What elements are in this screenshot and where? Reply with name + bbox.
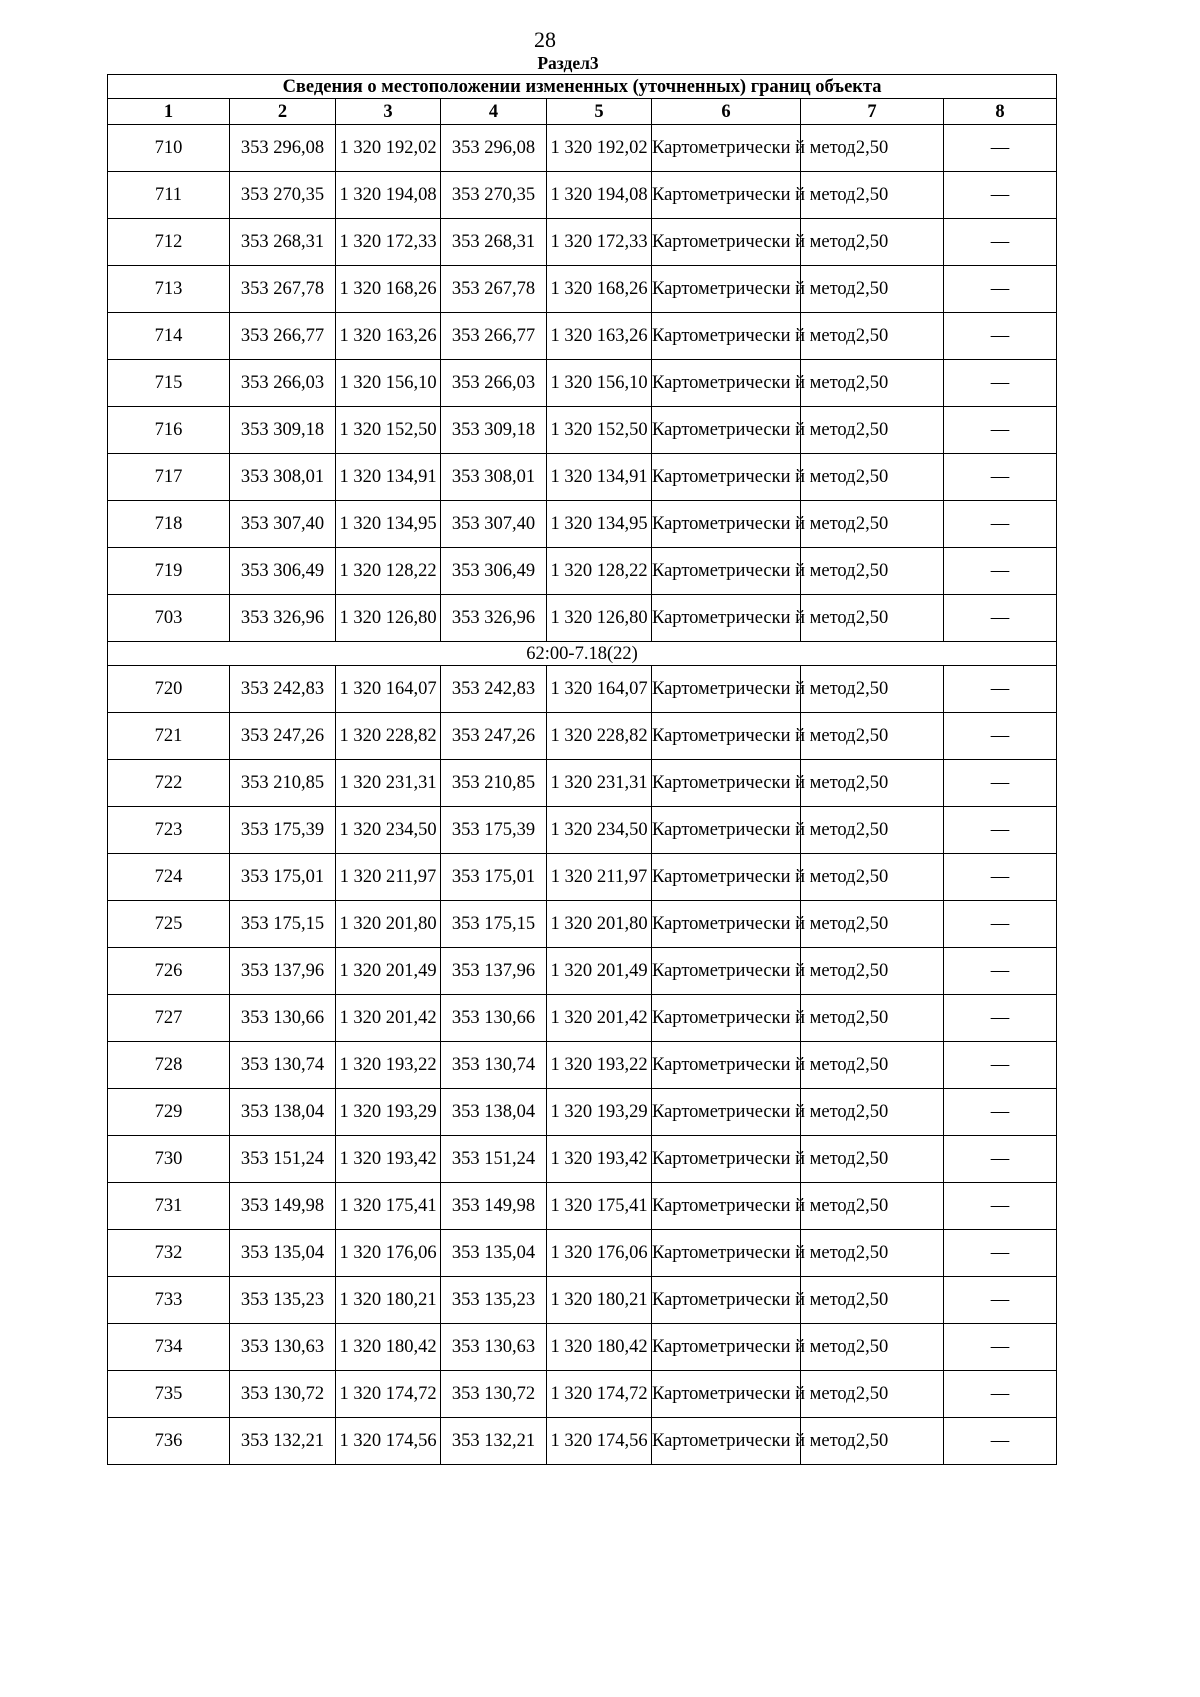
accuracy-cell: 2,50 (801, 1324, 944, 1371)
description-cell: — (944, 454, 1057, 501)
table-row (108, 266, 1057, 313)
point-number-cell: 732 (108, 1230, 230, 1277)
y-coordinate-cell: 1 320 174,56 (336, 1418, 441, 1465)
description-cell: — (944, 313, 1057, 360)
x-coordinate-cell: 353 138,04 (230, 1089, 336, 1136)
table-row (108, 948, 1057, 995)
y-coordinate-cell: 1 320 228,82 (336, 713, 441, 760)
table-title-row (108, 75, 1057, 99)
x-coordinate-cell: 353 132,21 (230, 1418, 336, 1465)
new-y-coordinate-cell: 1 320 163,26 (547, 313, 652, 360)
accuracy-cell: 2,50 (801, 172, 944, 219)
point-number-cell: 724 (108, 854, 230, 901)
new-y-coordinate-cell: 1 320 201,80 (547, 901, 652, 948)
new-y-coordinate-cell: 1 320 152,50 (547, 407, 652, 454)
new-y-coordinate-cell: 1 320 192,02 (547, 125, 652, 172)
table-row (108, 1277, 1057, 1324)
method-cell: Картометрически й метод (652, 1324, 801, 1371)
accuracy-cell: 2,50 (801, 219, 944, 266)
table-row (108, 760, 1057, 807)
accuracy-cell: 2,50 (801, 666, 944, 713)
x-coordinate-cell: 353 326,96 (230, 595, 336, 642)
point-number-cell: 703 (108, 595, 230, 642)
y-coordinate-cell: 1 320 231,31 (336, 760, 441, 807)
method-cell: Картометрически й метод (652, 595, 801, 642)
accuracy-cell: 2,50 (801, 360, 944, 407)
table-row (108, 1183, 1057, 1230)
y-coordinate-cell: 1 320 192,02 (336, 125, 441, 172)
point-number-cell: 725 (108, 901, 230, 948)
method-cell: Картометрически й метод (652, 407, 801, 454)
new-x-coordinate-cell: 353 296,08 (441, 125, 547, 172)
point-number-cell: 729 (108, 1089, 230, 1136)
new-y-coordinate-cell: 1 320 156,10 (547, 360, 652, 407)
method-cell: Картометрически й метод (652, 454, 801, 501)
point-number-cell: 720 (108, 666, 230, 713)
method-cell: Картометрически й метод (652, 1277, 801, 1324)
x-coordinate-cell: 353 130,72 (230, 1371, 336, 1418)
method-cell: Картометрически й метод (652, 1371, 801, 1418)
x-coordinate-cell: 353 137,96 (230, 948, 336, 995)
method-cell: Картометрически й метод (652, 854, 801, 901)
x-coordinate-cell: 353 242,83 (230, 666, 336, 713)
y-coordinate-cell: 1 320 134,95 (336, 501, 441, 548)
point-number-cell: 717 (108, 454, 230, 501)
y-coordinate-cell: 1 320 193,42 (336, 1136, 441, 1183)
method-cell: Картометрически й метод (652, 501, 801, 548)
method-cell: Картометрически й метод (652, 548, 801, 595)
accuracy-cell: 2,50 (801, 407, 944, 454)
point-number-cell: 712 (108, 219, 230, 266)
new-x-coordinate-cell: 353 130,63 (441, 1324, 547, 1371)
new-x-coordinate-cell: 353 270,35 (441, 172, 547, 219)
x-coordinate-cell: 353 130,66 (230, 995, 336, 1042)
description-cell: — (944, 125, 1057, 172)
table-row (108, 125, 1057, 172)
x-coordinate-cell: 353 267,78 (230, 266, 336, 313)
description-cell: — (944, 760, 1057, 807)
new-x-coordinate-cell: 353 135,04 (441, 1230, 547, 1277)
new-y-coordinate-cell: 1 320 176,06 (547, 1230, 652, 1277)
column-number-4: 4 (441, 99, 547, 125)
accuracy-cell: 2,50 (801, 1371, 944, 1418)
x-coordinate-cell: 353 308,01 (230, 454, 336, 501)
description-cell: — (944, 1230, 1057, 1277)
column-number-3: 3 (336, 99, 441, 125)
method-cell: Картометрически й метод (652, 172, 801, 219)
table-row (108, 713, 1057, 760)
table-row (108, 1136, 1057, 1183)
x-coordinate-cell: 353 135,04 (230, 1230, 336, 1277)
new-x-coordinate-cell: 353 210,85 (441, 760, 547, 807)
point-number-cell: 710 (108, 125, 230, 172)
table-row (108, 454, 1057, 501)
description-cell: — (944, 1136, 1057, 1183)
new-y-coordinate-cell: 1 320 193,42 (547, 1136, 652, 1183)
point-number-cell: 714 (108, 313, 230, 360)
point-number-cell: 715 (108, 360, 230, 407)
new-y-coordinate-cell: 1 320 201,42 (547, 995, 652, 1042)
point-number-cell: 727 (108, 995, 230, 1042)
accuracy-cell: 2,50 (801, 501, 944, 548)
column-number-row (108, 99, 1057, 125)
accuracy-cell: 2,50 (801, 595, 944, 642)
new-y-coordinate-cell: 1 320 180,21 (547, 1277, 652, 1324)
new-x-coordinate-cell: 353 135,23 (441, 1277, 547, 1324)
table-row (108, 407, 1057, 454)
point-number-cell: 716 (108, 407, 230, 454)
y-coordinate-cell: 1 320 164,07 (336, 666, 441, 713)
new-x-coordinate-cell: 353 308,01 (441, 454, 547, 501)
column-number-8: 8 (944, 99, 1057, 125)
point-number-cell: 721 (108, 713, 230, 760)
new-y-coordinate-cell: 1 320 174,72 (547, 1371, 652, 1418)
point-number-cell: 731 (108, 1183, 230, 1230)
new-x-coordinate-cell: 353 247,26 (441, 713, 547, 760)
x-coordinate-cell: 353 135,23 (230, 1277, 336, 1324)
y-coordinate-cell: 1 320 134,91 (336, 454, 441, 501)
table-row (108, 854, 1057, 901)
y-coordinate-cell: 1 320 128,22 (336, 548, 441, 595)
table-row (108, 807, 1057, 854)
description-cell: — (944, 219, 1057, 266)
accuracy-cell: 2,50 (801, 125, 944, 172)
new-y-coordinate-cell: 1 320 172,33 (547, 219, 652, 266)
y-coordinate-cell: 1 320 234,50 (336, 807, 441, 854)
description-cell: — (944, 548, 1057, 595)
new-y-coordinate-cell: 1 320 174,56 (547, 1418, 652, 1465)
x-coordinate-cell: 353 309,18 (230, 407, 336, 454)
section-label: 62:00-7.18(22) (108, 642, 1057, 666)
table-row (108, 995, 1057, 1042)
new-x-coordinate-cell: 353 309,18 (441, 407, 547, 454)
table-row (108, 1371, 1057, 1418)
new-y-coordinate-cell: 1 320 193,22 (547, 1042, 652, 1089)
point-number-cell: 735 (108, 1371, 230, 1418)
x-coordinate-cell: 353 175,15 (230, 901, 336, 948)
description-cell: — (944, 948, 1057, 995)
new-x-coordinate-cell: 353 132,21 (441, 1418, 547, 1465)
description-cell: — (944, 807, 1057, 854)
method-cell: Картометрически й метод (652, 901, 801, 948)
boundary-coordinates-table (107, 74, 1057, 1465)
description-cell: — (944, 854, 1057, 901)
description-cell: — (944, 360, 1057, 407)
x-coordinate-cell: 353 270,35 (230, 172, 336, 219)
method-cell: Картометрически й метод (652, 1230, 801, 1277)
accuracy-cell: 2,50 (801, 995, 944, 1042)
table-row (108, 548, 1057, 595)
description-cell: — (944, 1042, 1057, 1089)
new-y-coordinate-cell: 1 320 231,31 (547, 760, 652, 807)
x-coordinate-cell: 353 175,01 (230, 854, 336, 901)
table-row (108, 1324, 1057, 1371)
new-x-coordinate-cell: 353 137,96 (441, 948, 547, 995)
point-number-cell: 734 (108, 1324, 230, 1371)
accuracy-cell: 2,50 (801, 1277, 944, 1324)
point-number-cell: 733 (108, 1277, 230, 1324)
x-coordinate-cell: 353 175,39 (230, 807, 336, 854)
new-y-coordinate-cell: 1 320 175,41 (547, 1183, 652, 1230)
table-row (108, 501, 1057, 548)
description-cell: — (944, 901, 1057, 948)
point-number-cell: 722 (108, 760, 230, 807)
page-number: 28 (534, 27, 556, 52)
new-y-coordinate-cell: 1 320 193,29 (547, 1089, 652, 1136)
table-row (108, 360, 1057, 407)
accuracy-cell: 2,50 (801, 1418, 944, 1465)
y-coordinate-cell: 1 320 193,29 (336, 1089, 441, 1136)
new-y-coordinate-cell: 1 320 134,95 (547, 501, 652, 548)
x-coordinate-cell: 353 130,63 (230, 1324, 336, 1371)
description-cell: — (944, 666, 1057, 713)
table-row (108, 901, 1057, 948)
accuracy-cell: 2,50 (801, 1183, 944, 1230)
x-coordinate-cell: 353 130,74 (230, 1042, 336, 1089)
x-coordinate-cell: 353 210,85 (230, 760, 336, 807)
new-y-coordinate-cell: 1 320 211,97 (547, 854, 652, 901)
x-coordinate-cell: 353 266,77 (230, 313, 336, 360)
x-coordinate-cell: 353 307,40 (230, 501, 336, 548)
point-number-cell: 713 (108, 266, 230, 313)
table-row (108, 1230, 1057, 1277)
table-row (108, 595, 1057, 642)
new-x-coordinate-cell: 353 326,96 (441, 595, 547, 642)
new-x-coordinate-cell: 353 130,66 (441, 995, 547, 1042)
method-cell: Картометрически й метод (652, 760, 801, 807)
method-cell: Картометрически й метод (652, 360, 801, 407)
new-y-coordinate-cell: 1 320 180,42 (547, 1324, 652, 1371)
new-x-coordinate-cell: 353 306,49 (441, 548, 547, 595)
new-x-coordinate-cell: 353 138,04 (441, 1089, 547, 1136)
accuracy-cell: 2,50 (801, 948, 944, 995)
section-heading: Раздел3 (537, 53, 599, 73)
new-y-coordinate-cell: 1 320 228,82 (547, 713, 652, 760)
description-cell: — (944, 713, 1057, 760)
new-x-coordinate-cell: 353 175,15 (441, 901, 547, 948)
table-row (108, 172, 1057, 219)
y-coordinate-cell: 1 320 194,08 (336, 172, 441, 219)
y-coordinate-cell: 1 320 174,72 (336, 1371, 441, 1418)
y-coordinate-cell: 1 320 126,80 (336, 595, 441, 642)
point-number-cell: 736 (108, 1418, 230, 1465)
accuracy-cell: 2,50 (801, 1042, 944, 1089)
new-y-coordinate-cell: 1 320 234,50 (547, 807, 652, 854)
y-coordinate-cell: 1 320 180,42 (336, 1324, 441, 1371)
y-coordinate-cell: 1 320 193,22 (336, 1042, 441, 1089)
new-y-coordinate-cell: 1 320 126,80 (547, 595, 652, 642)
new-x-coordinate-cell: 353 266,03 (441, 360, 547, 407)
y-coordinate-cell: 1 320 201,42 (336, 995, 441, 1042)
y-coordinate-cell: 1 320 201,49 (336, 948, 441, 995)
table-row (108, 1089, 1057, 1136)
y-coordinate-cell: 1 320 211,97 (336, 854, 441, 901)
new-x-coordinate-cell: 353 151,24 (441, 1136, 547, 1183)
point-number-cell: 726 (108, 948, 230, 995)
description-cell: — (944, 1324, 1057, 1371)
accuracy-cell: 2,50 (801, 713, 944, 760)
table-title: Сведения о местоположении измененных (уточненных) границ объекта (108, 75, 1057, 99)
method-cell: Картометрически й метод (652, 666, 801, 713)
accuracy-cell: 2,50 (801, 1230, 944, 1277)
new-x-coordinate-cell: 353 268,31 (441, 219, 547, 266)
accuracy-cell: 2,50 (801, 1136, 944, 1183)
accuracy-cell: 2,50 (801, 313, 944, 360)
method-cell: Картометрически й метод (652, 713, 801, 760)
x-coordinate-cell: 353 296,08 (230, 125, 336, 172)
y-coordinate-cell: 1 320 176,06 (336, 1230, 441, 1277)
table-body (108, 125, 1057, 1465)
column-number-6: 6 (652, 99, 801, 125)
new-y-coordinate-cell: 1 320 194,08 (547, 172, 652, 219)
description-cell: — (944, 995, 1057, 1042)
description-cell: — (944, 172, 1057, 219)
accuracy-cell: 2,50 (801, 1089, 944, 1136)
x-coordinate-cell: 353 268,31 (230, 219, 336, 266)
new-x-coordinate-cell: 353 130,74 (441, 1042, 547, 1089)
description-cell: — (944, 266, 1057, 313)
new-y-coordinate-cell: 1 320 128,22 (547, 548, 652, 595)
y-coordinate-cell: 1 320 152,50 (336, 407, 441, 454)
point-number-cell: 711 (108, 172, 230, 219)
x-coordinate-cell: 353 247,26 (230, 713, 336, 760)
x-coordinate-cell: 353 306,49 (230, 548, 336, 595)
table-row (108, 313, 1057, 360)
method-cell: Картометрически й метод (652, 807, 801, 854)
method-cell: Картометрически й метод (652, 1183, 801, 1230)
new-x-coordinate-cell: 353 175,01 (441, 854, 547, 901)
column-number-2: 2 (230, 99, 336, 125)
method-cell: Картометрически й метод (652, 1089, 801, 1136)
x-coordinate-cell: 353 149,98 (230, 1183, 336, 1230)
method-cell: Картометрически й метод (652, 266, 801, 313)
table-row (108, 219, 1057, 266)
new-x-coordinate-cell: 353 149,98 (441, 1183, 547, 1230)
method-cell: Картометрически й метод (652, 219, 801, 266)
section-row (108, 642, 1057, 666)
x-coordinate-cell: 353 151,24 (230, 1136, 336, 1183)
description-cell: — (944, 1371, 1057, 1418)
new-x-coordinate-cell: 353 266,77 (441, 313, 547, 360)
y-coordinate-cell: 1 320 168,26 (336, 266, 441, 313)
column-number-5: 5 (547, 99, 652, 125)
y-coordinate-cell: 1 320 156,10 (336, 360, 441, 407)
description-cell: — (944, 595, 1057, 642)
new-y-coordinate-cell: 1 320 168,26 (547, 266, 652, 313)
point-number-cell: 728 (108, 1042, 230, 1089)
method-cell: Картометрически й метод (652, 1136, 801, 1183)
accuracy-cell: 2,50 (801, 854, 944, 901)
y-coordinate-cell: 1 320 172,33 (336, 219, 441, 266)
method-cell: Картометрически й метод (652, 1418, 801, 1465)
accuracy-cell: 2,50 (801, 807, 944, 854)
method-cell: Картометрически й метод (652, 995, 801, 1042)
method-cell: Картометрически й метод (652, 125, 801, 172)
new-y-coordinate-cell: 1 320 201,49 (547, 948, 652, 995)
accuracy-cell: 2,50 (801, 901, 944, 948)
accuracy-cell: 2,50 (801, 548, 944, 595)
description-cell: — (944, 1089, 1057, 1136)
new-x-coordinate-cell: 353 307,40 (441, 501, 547, 548)
description-cell: — (944, 1183, 1057, 1230)
column-number-7: 7 (801, 99, 944, 125)
method-cell: Картометрически й метод (652, 1042, 801, 1089)
method-cell: Картометрически й метод (652, 948, 801, 995)
description-cell: — (944, 407, 1057, 454)
method-cell: Картометрически й метод (652, 313, 801, 360)
y-coordinate-cell: 1 320 201,80 (336, 901, 441, 948)
new-y-coordinate-cell: 1 320 134,91 (547, 454, 652, 501)
x-coordinate-cell: 353 266,03 (230, 360, 336, 407)
new-x-coordinate-cell: 353 242,83 (441, 666, 547, 713)
point-number-cell: 730 (108, 1136, 230, 1183)
table-row (108, 1418, 1057, 1465)
accuracy-cell: 2,50 (801, 760, 944, 807)
accuracy-cell: 2,50 (801, 454, 944, 501)
table-row (108, 666, 1057, 713)
accuracy-cell: 2,50 (801, 266, 944, 313)
new-x-coordinate-cell: 353 175,39 (441, 807, 547, 854)
description-cell: — (944, 1277, 1057, 1324)
new-y-coordinate-cell: 1 320 164,07 (547, 666, 652, 713)
new-x-coordinate-cell: 353 130,72 (441, 1371, 547, 1418)
y-coordinate-cell: 1 320 180,21 (336, 1277, 441, 1324)
new-x-coordinate-cell: 353 267,78 (441, 266, 547, 313)
y-coordinate-cell: 1 320 175,41 (336, 1183, 441, 1230)
point-number-cell: 718 (108, 501, 230, 548)
table-row (108, 1042, 1057, 1089)
point-number-cell: 719 (108, 548, 230, 595)
y-coordinate-cell: 1 320 163,26 (336, 313, 441, 360)
description-cell: — (944, 1418, 1057, 1465)
point-number-cell: 723 (108, 807, 230, 854)
column-number-1: 1 (108, 99, 230, 125)
description-cell: — (944, 501, 1057, 548)
